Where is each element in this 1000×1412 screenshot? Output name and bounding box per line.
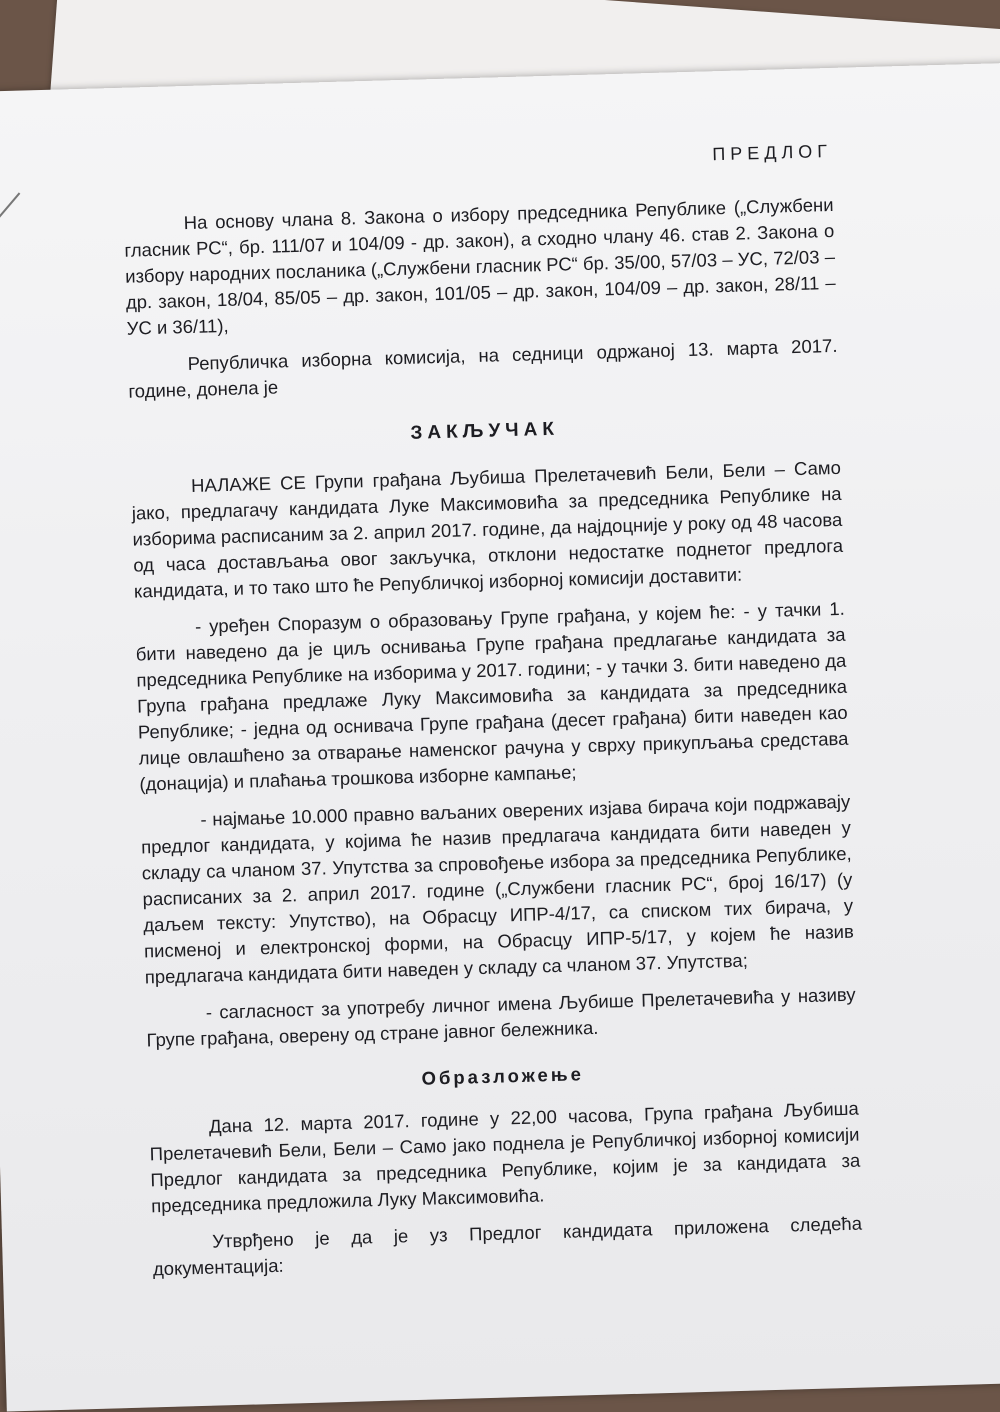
reasoning-paragraph: Утврђено је да је уз Предлог кандидата приложена следећа документација:: [152, 1212, 863, 1280]
preamble-paragraph: На основу члана 8. Закона о избору председника Републике („Службени гласник РС“, бр. 111/07 и 104/09 - др. закон), а сходно члану 46. став 2. Закона о избору народних посланика („Службени гласник РС“ бр. 35/00, 57/03 – УС, 72/03 – др. закон, 18/04, 85/05 – др. закон, 101/05 – др. закон, 104/09 – др. закон, 28/11 – УС и 36/11),: [124, 193, 836, 339]
document-label: ПРЕДЛОГ: [712, 140, 833, 165]
preamble-paragraph: Републичка изборна комисија, на седници одржаној 13. марта 2017. године, донела је: [128, 334, 838, 402]
requirement-item: - најмање 10.000 правно ваљаних оверених изјава бирача који подржавају предлог кандидата, у којима ће назив предлагача кандидата бити наведен у складу са чланом 37. Упутства за спровођење избора за председника Републике, расписаних за 2. април 2017. године („Службени гласник РС“, број 16/17) (у даљем тексту: Упутство), на Обрасцу ИПР-4/17, са списком тих бирача, у писменој и електронској форми, на Обрасцу ИПР-5/17, у којем ће назив предлагача кандидата бити наведен у складу са чланом 37. Упутства;: [140, 790, 855, 988]
pencil-mark: [0, 192, 20, 231]
reasoning-paragraph: Дана 12. марта 2017. године у 22,00 часова, Група грађана Љубиша Прелетачевић Бели, Бели – Само јако поднела је Републичкој изборној комисији Предлог кандидата за председника Републике, којим је за кандидата за председника предложила Луку Максимовића.: [149, 1097, 861, 1217]
reasoning-title: Образложење: [421, 1063, 585, 1089]
requirement-item: - уређен Споразум о образовању Групе грађана, у којем ће: - у тачки 1. бити наведено да је циљ оснивања Групе грађана предлагање кандидата за председника Републике на изборима у 2017. години; - у тачки 3. бити наведено да Група грађана предлаже Луку Максимовића за кандидата за председника Републике; - једна од оснивача Групе грађана (десет грађана) бити наведен као лице овлашћено за отварање наменског рачуна у сврху прикупљања средстава (донација) и плаћања трошкова изборне кампање;: [135, 597, 849, 795]
requirement-item: - сагласност за употребу личног имена Љубише Прелетачевића у називу Групе грађана, оверену од стране јавног бележника.: [146, 983, 856, 1051]
order-paragraph: НАЛАЖЕ СЕ Групи грађана Љубиша Прелетачевић Бели, Бели – Само јако, предлагачу кандидата Луке Максимовића за председника Републике на изборима расписаним за 2. април 2017. године, да најдоцније у року од 48 часова од часа достављања овог закључка, отклони недостатке поднетог предлога кандидата, и то тако што ће Републичкој изборној комисији доставити:: [131, 456, 844, 602]
document-page: [0, 61, 1000, 1411]
document-body: [122, 138, 863, 1293]
document-title: ЗАКЉУЧАК: [410, 418, 560, 444]
